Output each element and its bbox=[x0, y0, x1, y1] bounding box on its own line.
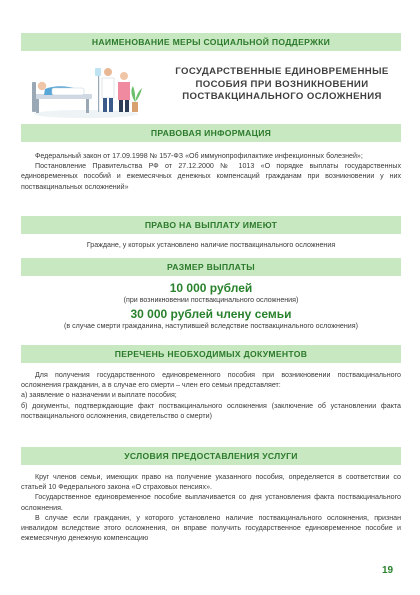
right-section-title: ПРАВО НА ВЫПЛАТУ ИМЕЮТ bbox=[144, 220, 278, 230]
page-number: 19 bbox=[382, 565, 394, 576]
patient-doctors-illustration bbox=[24, 56, 144, 120]
conditions-paragraph-2: Государственное единовременное пособие выплачивается со дня установления факта поствакцинального осложнения. bbox=[21, 493, 401, 512]
docs-section-bar bbox=[21, 345, 401, 363]
conditions-paragraph-1: Круг членов семьи, имеющих право на получение указанного пособия, определяется в соответствии со статьей 10 Федерального закона «О страховых пенсиях». bbox=[21, 473, 401, 492]
docs-section-title: ПЕРЕЧЕНЬ НЕОБХОДИМЫХ ДОКУМЕНТОВ bbox=[114, 349, 308, 359]
legal-text bbox=[21, 151, 401, 192]
benefit-title-line-3: ПОСТВАКЦИНАЛЬНОГО ОСЛОЖНЕНИЯ bbox=[182, 91, 382, 103]
docs-item-a: а) заявление о назначении и выплате пособия; bbox=[21, 391, 177, 400]
legal-paragraph-2: Постановление Правительства РФ от 27.12.2000 № 1013 «О порядке выплаты государственных единовременных пособий и ежемесячных денежных компенсаций гражданам при возникновении у них поствакцинальных осложнений» bbox=[21, 162, 401, 191]
conditions-section-title: УСЛОВИЯ ПРЕДОСТАВЛЕНИЯ УСЛУГИ bbox=[124, 451, 298, 461]
amount-main: 10 000 рублей bbox=[169, 281, 253, 295]
right-section-bar bbox=[21, 216, 401, 234]
amount-main-note: (при возникновении поствакцинального осложнения) bbox=[123, 296, 299, 304]
header-bar bbox=[21, 33, 401, 51]
docs-paragraph-1: Для получения государственного единовременного пособия при возникновении поствакцинального осложнения гражданин, а в случае его смерти – член его семьи представляет: bbox=[21, 371, 401, 390]
amount-family-note: (в случае смерти гражданина, наступившей вследствие поствакцинального осложнения) bbox=[64, 322, 358, 330]
legal-section-title: ПРАВОВАЯ ИНФОРМАЦИЯ bbox=[150, 128, 272, 138]
docs-text bbox=[21, 370, 401, 421]
benefit-title-line-2: ПОСОБИЯ ПРИ ВОЗНИКНОВЕНИИ bbox=[195, 78, 369, 90]
amount-block bbox=[21, 281, 401, 331]
header-title: НАИМЕНОВАНИЕ МЕРЫ СОЦИАЛЬНОЙ ПОДДЕРЖКИ bbox=[91, 37, 331, 47]
conditions-paragraph-3: В случае если гражданин, у которого установлено наличие поствакцинального осложнения, признан инвалидом вследствие этого осложнения, он вправе получить государственное единовременное пособие и ежемесячную денежную компенсацию bbox=[21, 513, 401, 543]
benefit-title-line-1: ГОСУДАРСТВЕННЫЕ ЕДИНОВРЕМЕННЫЕ bbox=[175, 66, 389, 77]
amount-section-title: РАЗМЕР ВЫПЛАТЫ bbox=[166, 262, 256, 272]
right-paragraph: Граждане, у которых установлено наличие поствакцинального осложнения bbox=[86, 241, 336, 249]
conditions-text bbox=[21, 472, 401, 543]
amount-section-bar bbox=[21, 258, 401, 276]
legal-paragraph-1: Федеральный закон от 17.09.1998 № 157-ФЗ «Об иммунопрофилактике инфекционных болезней»; bbox=[35, 152, 363, 160]
legal-section-bar bbox=[21, 124, 401, 142]
benefit-title bbox=[162, 66, 402, 104]
right-text bbox=[21, 240, 401, 250]
docs-item-b: б) документы, подтверждающие факт поствакцинального осложнения (заключение об установлении факта поствакцинального осложнения, свидетельство о смерти) bbox=[21, 401, 401, 420]
conditions-section-bar bbox=[21, 447, 401, 465]
amount-family: 30 000 рублей члену семьи bbox=[130, 307, 292, 321]
